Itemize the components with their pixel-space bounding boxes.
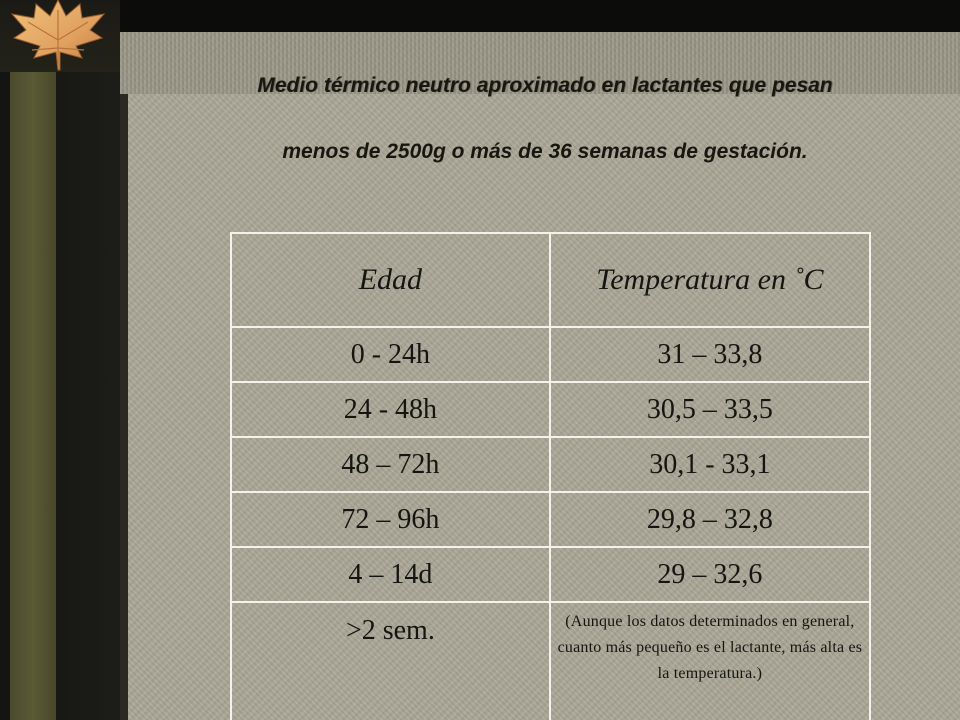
- table-row: [231, 602, 870, 720]
- header-temperature: Temperatura en ˚C: [550, 233, 870, 327]
- cell-temperature: 29 – 32,6: [550, 547, 870, 602]
- table-row: [231, 437, 870, 492]
- table-header-row: [231, 233, 870, 327]
- cell-temperature: 29,8 – 32,8: [550, 492, 870, 547]
- olive-vertical-band: [10, 72, 56, 720]
- temperature-table: [230, 232, 871, 720]
- cell-age: >2 sem.: [231, 602, 550, 720]
- cell-age: 0 - 24h: [231, 327, 550, 382]
- header-age: Edad: [231, 233, 550, 327]
- cell-temperature: 31 – 33,8: [550, 327, 870, 382]
- cell-age: 24 - 48h: [231, 382, 550, 437]
- table-row: [231, 547, 870, 602]
- cell-age: 48 – 72h: [231, 437, 550, 492]
- table-row: [231, 327, 870, 382]
- slide-title-line-1: Medio térmico neutro aproximado en lactantes que pesan: [257, 74, 833, 97]
- panel-left-strip: [120, 94, 128, 720]
- table-row: [231, 492, 870, 547]
- cell-age: 4 – 14d: [231, 547, 550, 602]
- maple-leaf-icon: [6, 0, 110, 72]
- table-row: [231, 382, 870, 437]
- cell-temperature: 30,5 – 33,5: [550, 382, 870, 437]
- slide-title-line-2: menos de 2500g o más de 36 semanas de gestación.: [282, 140, 808, 163]
- cell-temperature-note: (Aunque los datos determinados en general, cuanto más pequeño es el lactante, más alta es la temperatura.): [550, 602, 870, 720]
- cell-temperature: 30,1 - 33,1: [550, 437, 870, 492]
- cell-age: 72 – 96h: [231, 492, 550, 547]
